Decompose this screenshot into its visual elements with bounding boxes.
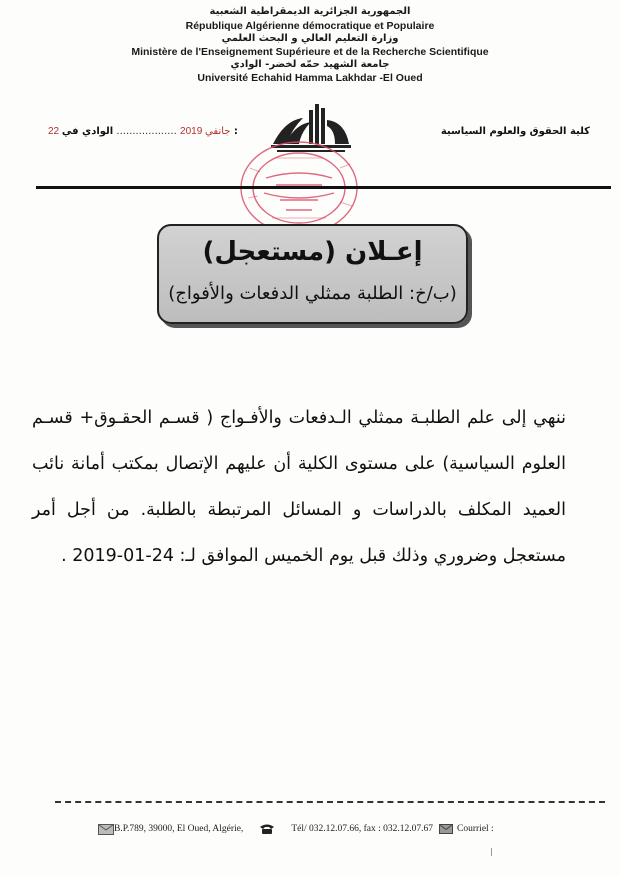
footer	[98, 820, 494, 838]
footer-phone-fax: Tél/ 032.12.07.66, fax : 032.12.07.67	[291, 824, 434, 834]
announcement-body: ننهي إلى علم الطلبـة ممثلي الـدفعات والأفـواج ( قسـم الحقـوق+ قسـم العلوم السياسية) على مستوى الكلية أن عليهم الإتصال بمكتب أمانة نائب العميد المكلف بالدراسات و المسائل المرتبطة بالطلبة. من أجل أمر مستعجل وضروري وذلك قبل يوم الخميس الموافق لـ: 24-01-2019 .	[32, 408, 566, 566]
university-arabic: جامعة الشهيد حمّه لخضر- الوادي	[230, 59, 390, 70]
phone-icon	[259, 823, 275, 835]
scan-mark	[491, 848, 492, 856]
ministry-french: Ministère de l'Enseignement Supérieure et de la Recherche Scientifique	[131, 46, 489, 58]
header-divider	[36, 186, 611, 189]
dateline	[48, 126, 238, 137]
ministry-arabic: وزارة التعليم العالي و البحث العلمي	[221, 33, 399, 44]
republic-arabic: الجمهورية الجزائرية الديمقراطية الشعبية	[209, 6, 411, 17]
date-label: الوادي في :	[61, 126, 238, 137]
envelope-icon	[98, 824, 114, 835]
handwritten-date: 22 جانفي 2019	[48, 126, 231, 137]
notice-subtitle: (ب/خ: الطلبة ممثلي الدفعات والأفواج)	[168, 283, 457, 304]
footer-divider	[55, 801, 605, 803]
footer-email-label: Courriel :	[457, 824, 494, 834]
notice-box	[157, 224, 468, 324]
notice-title: إعـلان (مستعجل)	[202, 237, 423, 267]
footer-address: B.P.789, 39000, El Oued, Algérie,	[114, 824, 244, 834]
faculty-label: كلية الحقوق والعلوم السياسية	[440, 126, 590, 137]
republic-french: République Algérienne démocratique et Populaire	[185, 20, 435, 32]
email-icon	[439, 824, 453, 834]
date-dots: ...................	[116, 126, 177, 137]
university-french: Université Echahid Hamma Lakhdar -El Oued	[197, 72, 423, 84]
